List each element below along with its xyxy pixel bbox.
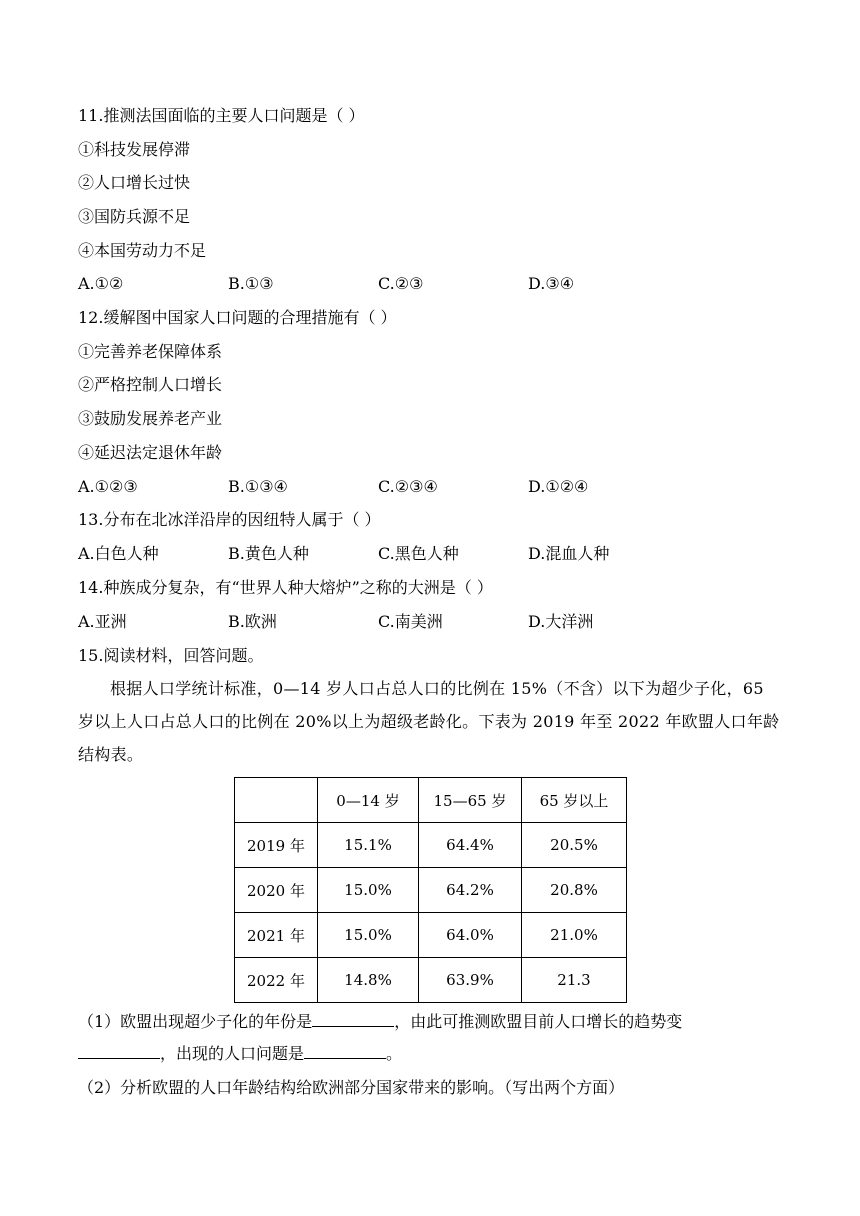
table-row xyxy=(235,913,627,958)
answer-blank-3[interactable] xyxy=(304,1044,386,1059)
q15-sub1-line2 xyxy=(78,1044,402,1064)
table-cell: 21.0% xyxy=(522,913,627,958)
q15-sub1-text-b: ，由此可推测欧盟目前人口增长的趋势变 xyxy=(394,1012,683,1031)
q14-options xyxy=(78,612,778,632)
table-header-cell: 0—14 岁 xyxy=(318,778,419,823)
q11-statement-1: ①科技发展停滞 xyxy=(78,140,191,159)
population-age-table xyxy=(234,777,627,1003)
q15-stem: 15.阅读材料，回答问题。 xyxy=(78,646,264,665)
table-cell: 14.8% xyxy=(318,958,419,1003)
q12-statement-1: ①完善养老保障体系 xyxy=(78,342,223,361)
q12-option-b: B.①③④ xyxy=(228,477,288,496)
q15-sub2: （2）分析欧盟的人口年龄结构给欧洲部分国家带来的影响。（写出两个方面） xyxy=(78,1078,625,1097)
q12-stem: 12.缓解图中国家人口问题的合理措施有（ ） xyxy=(78,308,397,327)
q11-option-a: A.①② xyxy=(78,274,124,293)
q13-option-d: D.混血人种 xyxy=(528,544,610,563)
q15-sub1-text-a: （1）欧盟出现超少子化的年份是 xyxy=(78,1012,313,1031)
q12-statement-4: ④延迟法定退休年龄 xyxy=(78,443,223,462)
table-cell: 2019 年 xyxy=(235,823,318,868)
table-cell: 20.5% xyxy=(522,823,627,868)
table-cell: 15.0% xyxy=(318,868,419,913)
table-row xyxy=(235,958,627,1003)
q11-option-b: B.①③ xyxy=(228,274,274,293)
table-cell: 2020 年 xyxy=(235,868,318,913)
table-cell: 64.0% xyxy=(419,913,522,958)
table-cell: 64.4% xyxy=(419,823,522,868)
q11-statement-3: ③国防兵源不足 xyxy=(78,207,191,226)
q14-option-d: D.大洋洲 xyxy=(528,612,594,631)
q14-option-a: A.亚洲 xyxy=(78,612,127,631)
table-row xyxy=(235,823,627,868)
q12-option-c: C.②③④ xyxy=(378,477,438,496)
q12-statement-2: ②严格控制人口增长 xyxy=(78,375,223,394)
table-header-cell xyxy=(235,778,318,823)
q15-material-paragraph: 根据人口学统计标准，0—14 岁人口占总人口的比例在 15%（不含）以下为超少子化，65 岁以上人口占总人口的比例在 20%以上为超级老龄化。下表为 2019 年至 2022 年欧盟人口年龄结构表。 xyxy=(78,679,780,764)
table-cell: 64.2% xyxy=(419,868,522,913)
q11-statement-2: ②人口增长过快 xyxy=(78,173,191,192)
table-cell: 21.3 xyxy=(522,958,627,1003)
table-cell: 63.9% xyxy=(419,958,522,1003)
q15-sub1-text-d: 。 xyxy=(386,1044,403,1063)
table-cell: 20.8% xyxy=(522,868,627,913)
q11-stem: 11.推测法国面临的主要人口问题是（ ） xyxy=(78,106,365,125)
table-cell: 15.1% xyxy=(318,823,419,868)
q13-options xyxy=(78,544,778,564)
q15-sub1-text-c: ，出现的人口问题是 xyxy=(160,1044,305,1063)
q15-sub1-line1 xyxy=(78,1012,682,1032)
q13-option-a: A.白色人种 xyxy=(78,544,159,563)
q13-option-c: C.黑色人种 xyxy=(378,544,459,563)
table-cell: 2021 年 xyxy=(235,913,318,958)
q11-options xyxy=(78,274,778,294)
table-header-cell: 65 岁以上 xyxy=(522,778,627,823)
q14-option-c: C.南美洲 xyxy=(378,612,443,631)
table-header-row xyxy=(235,778,627,823)
q14-option-b: B.欧洲 xyxy=(228,612,277,631)
q11-option-c: C.②③ xyxy=(378,274,424,293)
q12-option-d: D.①②④ xyxy=(528,477,589,496)
q14-stem: 14.种族成分复杂，有“世界人种大熔炉”之称的大洲是（ ） xyxy=(78,578,493,597)
q12-statement-3: ③鼓励发展养老产业 xyxy=(78,409,223,428)
table-cell: 15.0% xyxy=(318,913,419,958)
table-row xyxy=(235,868,627,913)
q12-option-a: A.①②③ xyxy=(78,477,138,496)
q11-option-d: D.③④ xyxy=(528,274,575,293)
q13-stem: 13.分布在北冰洋沿岸的因纽特人属于（ ） xyxy=(78,510,381,529)
q12-options xyxy=(78,477,778,497)
table-header-cell: 15—65 岁 xyxy=(419,778,522,823)
q13-option-b: B.黄色人种 xyxy=(228,544,309,563)
table-cell: 2022 年 xyxy=(235,958,318,1003)
q11-statement-4: ④本国劳动力不足 xyxy=(78,241,207,260)
answer-blank-2[interactable] xyxy=(78,1044,160,1059)
answer-blank-1[interactable] xyxy=(312,1012,394,1027)
